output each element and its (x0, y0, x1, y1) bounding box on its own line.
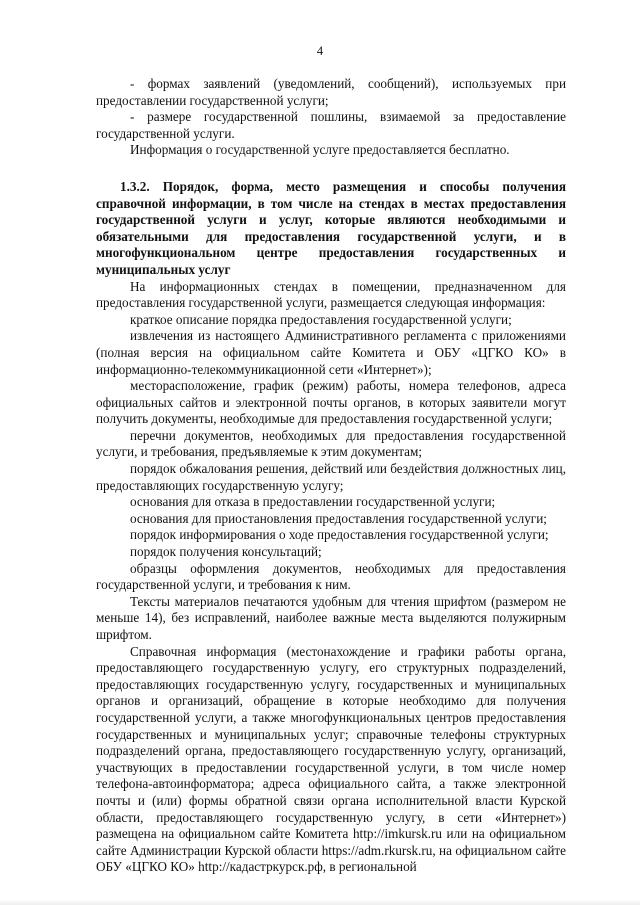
page-number: 4 (316, 44, 324, 58)
free-service-note: Информация о государственной услуге предоставляется бесплатно. (130, 142, 510, 158)
list-item-application-forms: - формах заявлений (уведомлений, сообщений), используемых при предоставлении государственной услуги; (96, 76, 566, 108)
stand-item-regulation-extracts: извлечения из настоящего Административного регламента с приложениями (полная версия на официальном сайте Комитета и ОБУ «ЦГКО КО» в информационно-телекоммуникационной сети «Интернет»); (96, 328, 566, 377)
stand-item-suspension-grounds: основания для приостановления предоставления государственной услуги; (130, 510, 547, 526)
section-heading-1-3-2: 1.3.2. Порядок, форма, место размещения и способы получения справочной информации, в том числе на стендах в местах предоставления государственной услуги и услуг, которые являются необходимыми и обязательными для предоставления государственной услуги, и в многофункциональном центре предоставления государственных и муниципальных услуг (96, 178, 566, 277)
stand-item-appeal-procedure: порядок обжалования решения, действий или бездействия должностных лиц, предоставляющих государственную услугу; (96, 461, 566, 493)
scan-bottom-edge (0, 899, 640, 905)
font-requirements: Тексты материалов печатаются удобным для чтения шрифтом (размером не меньше 14), без исправлений, наиболее важные места выделяются полужирным шрифтом. (96, 593, 566, 642)
stand-item-procedure-summary: краткое описание порядка предоставления государственной услуги; (130, 311, 512, 327)
reference-information: Справочная информация (местонахождение и графики работы органа, предоставляющего государственную услугу, его структурных подразделений, предоставляющих государственную услугу, государственных и муниципальных органов и организаций, обращение в которые необходимо для получения государственной услуги, а также многофункциональных центров предоставления государственных и муниципальных услуг; справочные телефоны структурных подразделений органа, предоставляющего государственную услугу, организаций, участвующих в предоставлении государственной услуги, в том числе номер телефона-автоинформатора; адреса официального сайта, а также электронной почты и (или) формы обратной связи органа исполнительной власти Курской области, предоставляющего государственную услугу, в сети «Интернет») размещена на официальном сайте Комитета http://imkursk.ru или на официальном сайте Администрации Курской области https://adm.rkursk.ru, на официальном сайте ОБУ «ЦГКО КО» http://кадастркурск.рф, в региональной (96, 643, 566, 875)
stand-item-refusal-grounds: основания для отказа в предоставлении государственной услуги; (130, 494, 496, 510)
stands-intro: На информационных стендах в помещении, предназначенном для предоставления государственной услуги, размещается следующая информация: (96, 278, 566, 311)
stand-item-consultations: порядок получения консультаций; (130, 544, 322, 560)
stand-item-document-samples: образцы оформления документов, необходимых для предоставления государственной услуги, и требования к ним. (96, 560, 566, 593)
list-item-state-duty: - размере государственной пошлины, взимаемой за предоставление государственной услуги. (96, 109, 566, 141)
stand-item-progress-info: порядок информирования о ходе предоставления государственной услуги; (130, 527, 549, 543)
document-body (96, 76, 566, 876)
stand-item-document-lists: перечни документов, необходимых для предоставления государственной услуги, и требования, предъявляемые к этим документам; (96, 427, 566, 460)
stand-item-locations-schedule: месторасположение, график (режим) работы, номера телефонов, адреса официальных сайтов и электронной почты органов, в которых заявители могут получить документы, необходимые для предоставления государственной услуги; (96, 378, 566, 427)
